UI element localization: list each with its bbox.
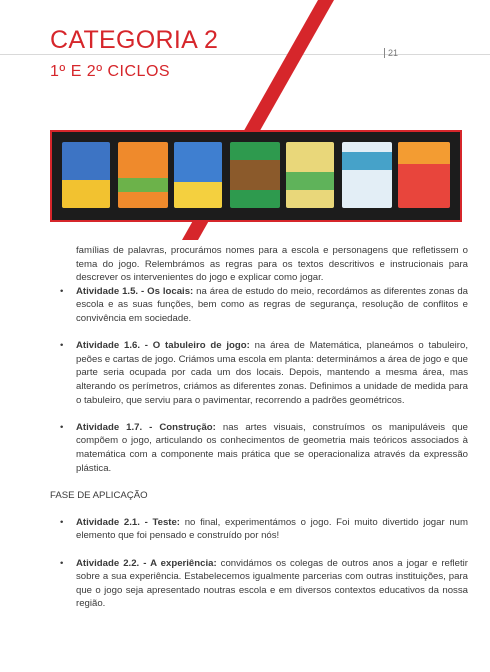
game-card-1 xyxy=(62,142,110,208)
intro-paragraph: famílias de palavras, procurámos nomes para a escola e personagens que refletissem o tema do jogo. Relembrámos as regras para os textos descritivos e instrucionais para descrever os intervenientes do jogo e explicar como jogar. xyxy=(76,245,468,284)
bullet-icon: • xyxy=(60,516,64,528)
student-cards-photo xyxy=(52,132,460,220)
game-card-6 xyxy=(342,142,392,208)
bullet-icon: • xyxy=(60,557,64,569)
list-item: • Atividade 2.1. - Teste: no final, experimentámos o jogo. Foi muito divertido jogar num elemento que foi pensado e construído por nós! xyxy=(60,516,468,542)
body-text xyxy=(50,244,468,611)
list-item: • Atividade 1.5. - Os locais: na área de estudo do meio, recordámos as diferentes zonas da escola e as suas funções, bem como as regras de segurança, resolução de conflitos e convivência em sociedade. xyxy=(60,285,468,324)
game-card-4 xyxy=(230,142,280,208)
game-card-5 xyxy=(286,142,334,208)
section-heading: FASE DE APLICAÇÃO xyxy=(50,489,148,501)
game-card-3 xyxy=(174,142,222,208)
bullet-icon: • xyxy=(60,421,64,433)
list-item: • Atividade 1.6. - O tabuleiro de jogo: na área de Matemática, planeámos o tabuleiro, peões e cartas de jogo. Criámos uma escola em planta: determinámos a área de jogo e que parte seria ocupada por cada um dos locais. Depois, mantendo a mesma área, mas alterando os perímetros, criámos as diferentes zonas. Definimos a unidade de medida para o tabuleiro, que serviu para o pavimentar, recorrendo a padrões geométricos. xyxy=(60,340,468,406)
list-item: • Atividade 2.2. - A experiência: convidámos os colegas de outros anos a jogar e refletir sobre a sua experiência. Estabelecemos igualmente parcerias com outras instituições, para que o jogo seja apresentado noutras escola e em diversos contextos educativos da nossa região. xyxy=(60,557,469,610)
list-item: • Atividade 1.7. - Construção: nas artes visuais, construímos os manipuláveis que compõem o jogo, articulando os conhecimentos de geometria mais teóricos associados à matemática com a componente mais prática que se operacionaliza através da expressão plástica. xyxy=(60,421,469,474)
bullet-icon: • xyxy=(60,340,64,352)
page-subtitle: 1º E 2º CICLOS xyxy=(50,63,171,80)
bullet-icon: • xyxy=(60,285,64,297)
page-title: CATEGORIA 2 xyxy=(50,26,219,54)
page-number: 21 xyxy=(384,48,398,58)
game-card-2 xyxy=(118,142,168,208)
game-card-7 xyxy=(398,142,450,208)
